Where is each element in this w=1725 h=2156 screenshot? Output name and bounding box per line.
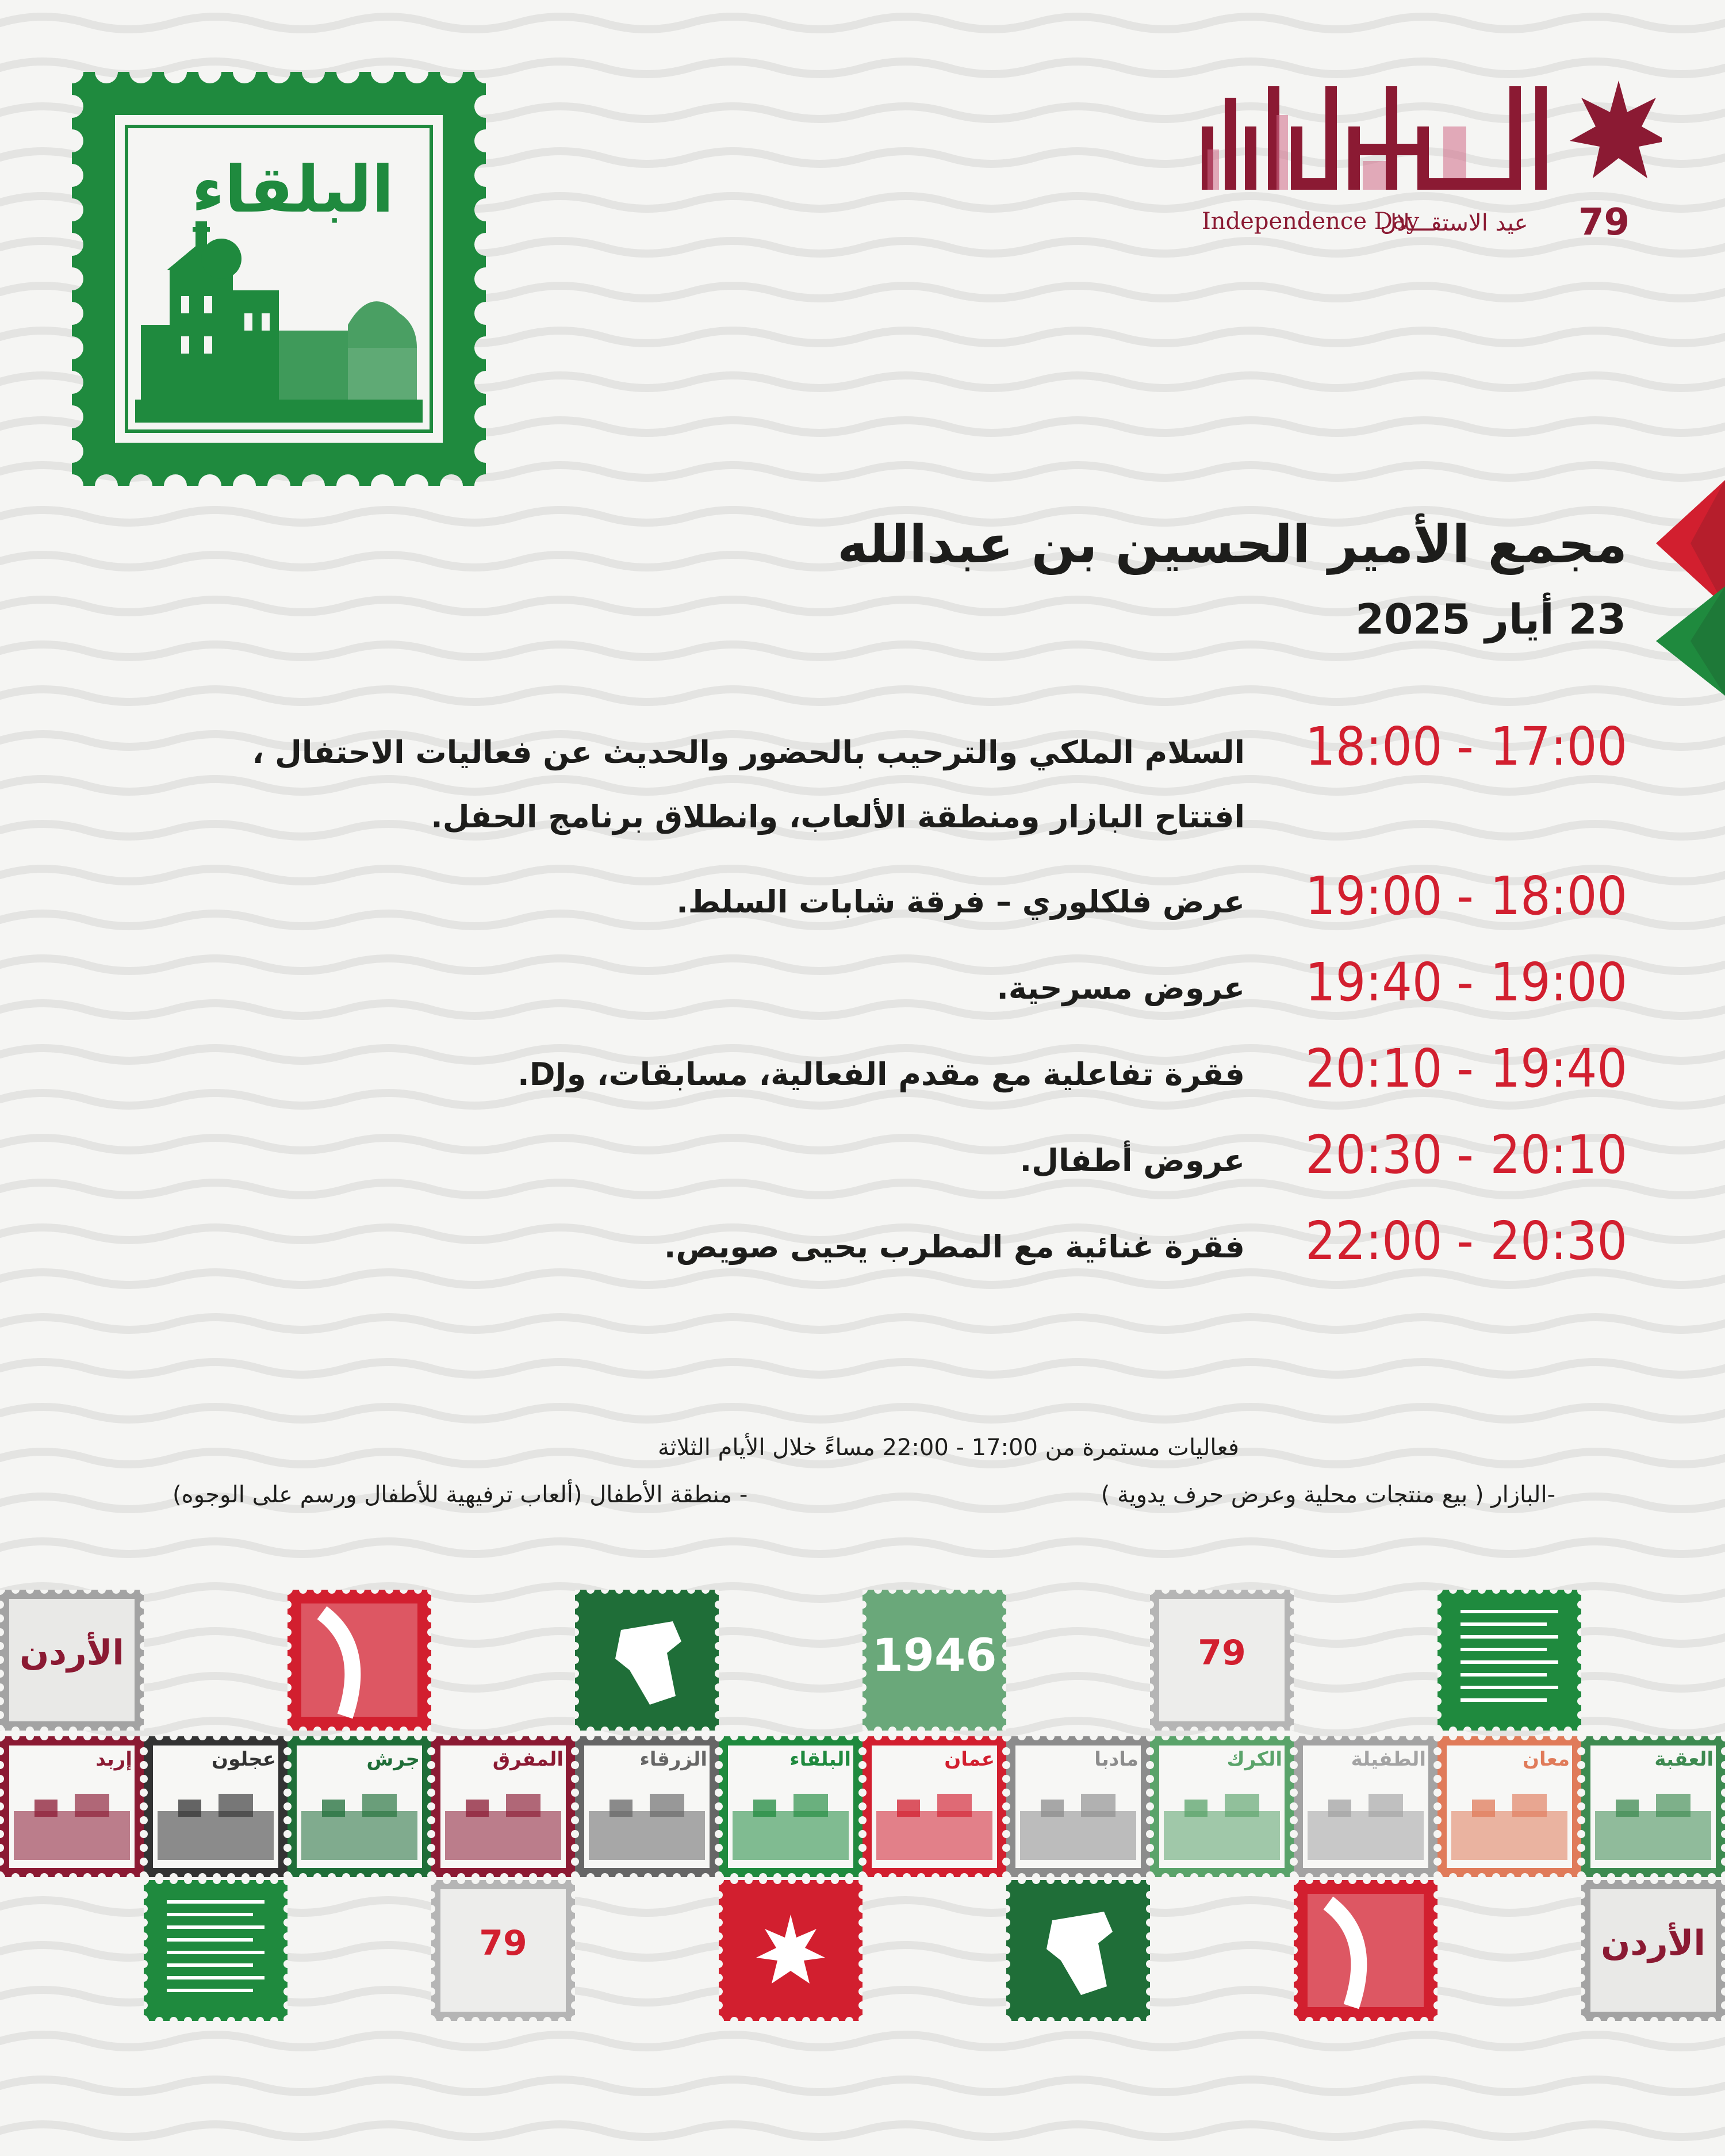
- bazaar-note: -البازار ( بيع منتجات محلية وعرض حرف يدوية ): [1101, 1482, 1555, 1508]
- time-dash: -: [1456, 1038, 1474, 1099]
- start-time: 19:00: [1490, 952, 1627, 1013]
- governorate-stamp: [1006, 1736, 1150, 1877]
- time-dash: -: [1456, 716, 1474, 777]
- governorate-stamp: [1438, 1736, 1581, 1877]
- end-time: 20:30: [1305, 1124, 1443, 1186]
- end-time: 19:40: [1305, 952, 1443, 1013]
- balqa-stamp: [72, 72, 486, 486]
- governorate-stamp: [0, 1736, 144, 1877]
- governorate-stamp: [431, 1736, 575, 1877]
- start-time: 18:00: [1490, 865, 1627, 927]
- jordan-text-stamp: [0, 1590, 144, 1731]
- logo-number: 79: [1578, 201, 1630, 244]
- activity-description: فقرة غنائية مع المطرب يحيى صويص.: [664, 1229, 1245, 1265]
- keffiyeh-stamp: [288, 1590, 431, 1731]
- time-range: [1305, 865, 1627, 934]
- activity-description: فقرة تفاعلية مع مقدم الفعالية، مسابقات، وDJ.: [518, 1056, 1245, 1092]
- start-time: 20:30: [1490, 1210, 1627, 1272]
- stamp-label: إربد: [95, 1748, 132, 1771]
- schedule-row: [98, 1124, 1627, 1199]
- logo-english-text: Independence Day: [1202, 208, 1420, 235]
- start-time: 17:00: [1490, 716, 1627, 777]
- governorate-stamp: [288, 1736, 431, 1877]
- start-time: 19:40: [1490, 1038, 1627, 1099]
- governorate-stamp: [719, 1736, 862, 1877]
- year-label: 1946: [872, 1630, 997, 1682]
- star-stamp: [719, 1880, 862, 2021]
- governorate-stamp: [1581, 1736, 1725, 1877]
- activity-description: عرض فلكلوري – فرقة شابات السلط.: [676, 884, 1245, 920]
- end-time: 22:00: [1305, 1210, 1443, 1272]
- stamp-label: 79: [479, 1923, 527, 1963]
- end-time: 18:00: [1305, 716, 1443, 777]
- governorate-stamp: [575, 1736, 719, 1877]
- activity-description: عروض أطفال.: [1019, 1142, 1245, 1179]
- kids-area-note: - منطقة الأطفال (ألعاب ترفيهية للأطفال ورسم على الوجوه): [172, 1482, 748, 1508]
- logo-arabic-text: عيد الاستقـــلال: [1380, 210, 1528, 236]
- time-dash: -: [1456, 1124, 1474, 1186]
- time-range: [1305, 1038, 1627, 1107]
- time-range: [1305, 952, 1627, 1021]
- stamp-label: الكرك: [1226, 1748, 1282, 1771]
- stamp-label: معان: [1522, 1748, 1570, 1771]
- end-time: 19:00: [1305, 865, 1443, 927]
- end-time: 20:10: [1305, 1038, 1443, 1099]
- event-date: 23 أيار 2025: [1355, 595, 1626, 643]
- keffiyeh-stamp: [1294, 1880, 1438, 2021]
- stamp-frame: [72, 72, 486, 486]
- time-range: [1305, 1124, 1627, 1193]
- governorate-stamp: [144, 1736, 288, 1877]
- jordan-map-stamp: [575, 1590, 719, 1731]
- schedule-row: [98, 716, 1627, 835]
- activity-description: السلام الملكي والترحيب بالحضور والحديث عن فعاليات الاحتفال ، افتتاح البازار ومنطقة الألعاب، وانطلاق برنامج الحفل.: [252, 734, 1245, 835]
- stamp-label: الطفيلة: [1351, 1748, 1426, 1771]
- stamp-label: عجلون: [212, 1748, 276, 1771]
- schedule-row: [98, 865, 1627, 940]
- logo-graphic: [1190, 63, 1662, 201]
- schedule-row: [98, 1210, 1627, 1285]
- start-time: 20:10: [1490, 1124, 1627, 1186]
- jordan-text-stamp: [1581, 1880, 1725, 2021]
- stamp-label: عمان: [944, 1748, 995, 1771]
- time-range: [1305, 716, 1627, 785]
- time-dash: -: [1456, 952, 1474, 1013]
- stamp-label: البلقاء: [789, 1748, 851, 1771]
- activity-description: عروض مسرحية.: [996, 970, 1245, 1006]
- star-icon: [1570, 80, 1662, 178]
- venue-title: مجمع الأمير الحسين بن عبدالله: [837, 515, 1627, 575]
- stamp-label: العقبة: [1654, 1748, 1713, 1771]
- balqa-stamp-label: البلقاء: [191, 152, 394, 227]
- governorate-stamp: [1294, 1736, 1438, 1877]
- stamp-label: جرش: [366, 1748, 420, 1771]
- governorate-stamp: [1150, 1736, 1294, 1877]
- green-triangle-decoration: [1656, 586, 1725, 696]
- time-range: [1305, 1210, 1627, 1279]
- stamp-label: المفرق: [492, 1748, 564, 1771]
- time-dash: -: [1456, 1210, 1474, 1272]
- anthem-stamp: [144, 1880, 288, 2021]
- continuous-activities-note: فعاليات مستمرة من 17:00 - 22:00 مساءً خلال الأيام الثلاثة: [658, 1434, 1239, 1461]
- stamp-label: الأردن: [1601, 1923, 1705, 1963]
- jordan-map-stamp: [1006, 1880, 1150, 2021]
- year-stamp: [862, 1590, 1006, 1731]
- schedule-row: [98, 952, 1627, 1026]
- stamp-label: مادبا: [1094, 1748, 1138, 1771]
- schedule-row: [98, 1038, 1627, 1112]
- governorate-stamp: [862, 1736, 1006, 1877]
- independence-logo: [1190, 63, 1662, 253]
- stamp-label: الأردن: [20, 1633, 124, 1673]
- seventy-nine-stamp: [431, 1880, 575, 2021]
- stamp-label: 79: [1198, 1633, 1246, 1673]
- seventy-nine-stamp: [1150, 1590, 1294, 1731]
- time-dash: -: [1456, 865, 1474, 927]
- stamp-label: الزرقاء: [639, 1748, 707, 1771]
- anthem-stamp: [1438, 1590, 1581, 1731]
